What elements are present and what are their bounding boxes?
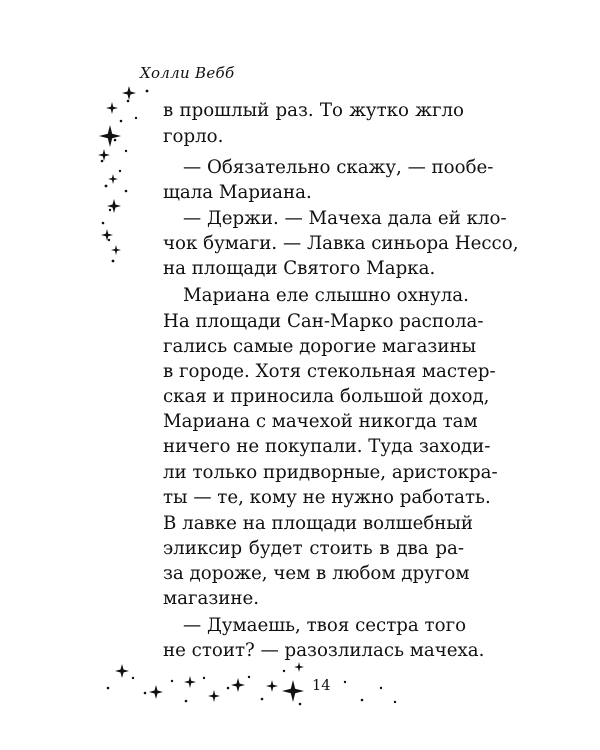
text-line: щала Мариана. (163, 182, 312, 203)
text-line: за дороже, чем в любом другом (163, 563, 470, 584)
text-line: — Обязательно скажу, — пообе- (183, 157, 494, 178)
text-line: Мариана с мачехой никогда там (163, 411, 478, 432)
text-line: В лавке на площади волшебный (163, 513, 474, 534)
text-line: не стоит? — разозлилась мачеха. (163, 640, 485, 661)
text-line: ли только придворные, аристокра- (163, 462, 498, 483)
text-line: на площади Святого Марка. (163, 258, 436, 279)
text-line: магазине. (163, 588, 260, 609)
text-line: гались самые дорогие магазины (163, 336, 477, 357)
text-line: чок бумаги. — Лавка синьора Нессо, (163, 233, 519, 254)
running-head: Холли Вебб (140, 64, 235, 82)
text-line: ты — те, кому не нужно работать. (163, 487, 491, 508)
text-line: в прошлый раз. То жутко жгло (163, 100, 464, 121)
text-line: На площади Сан-Марко распола- (163, 311, 484, 332)
text-line: — Держи. — Мачеха дала ей кло- (183, 208, 507, 229)
text-line: ская и приносила большой доход, (163, 386, 490, 407)
page-number: 14 (312, 678, 331, 694)
text-line: горло. (163, 126, 224, 147)
text-line: — Думаешь, твоя сестра того (183, 615, 467, 636)
text-line: ничего не покупали. Туда заходи- (163, 436, 491, 457)
text-line: эликсир будет стоить в два ра- (163, 538, 464, 559)
text-line: в городе. Хотя стекольная мастер- (163, 361, 496, 382)
text-line: Мариана еле слышно охнула. (183, 285, 469, 306)
